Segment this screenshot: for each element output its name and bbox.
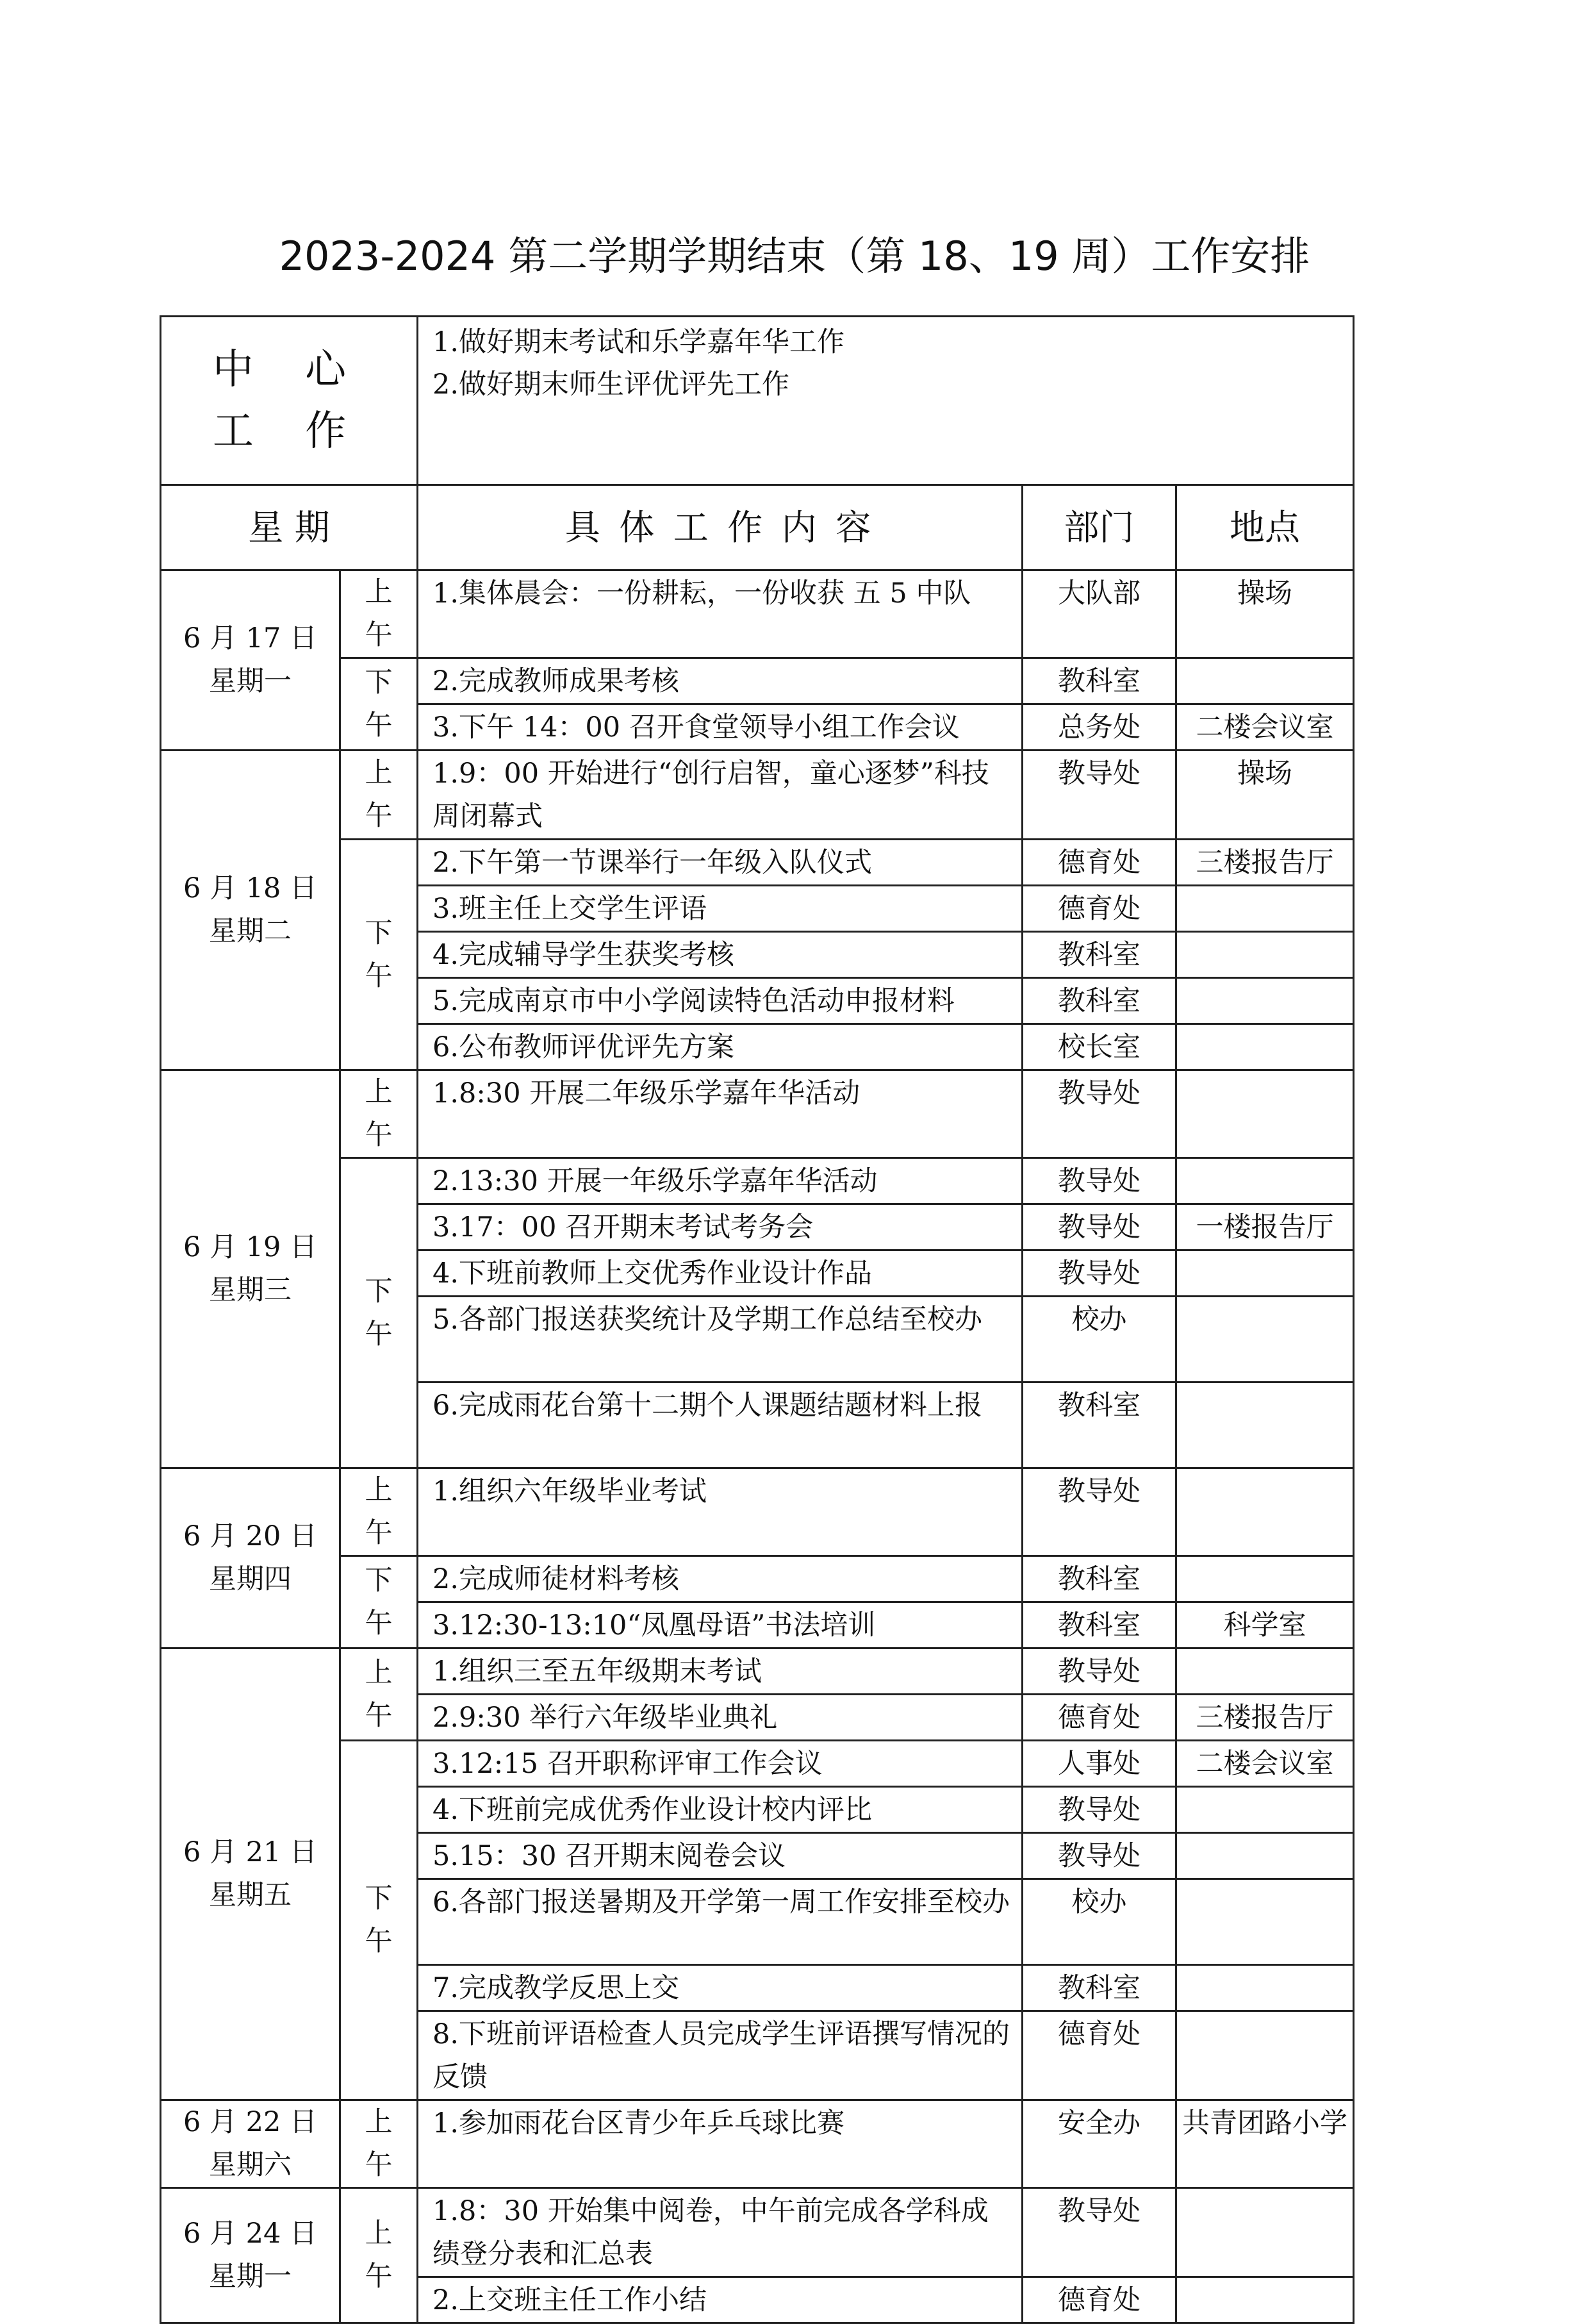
center-work-label: [161, 317, 418, 485]
table-row: [161, 751, 1354, 840]
session-cell: [340, 1556, 418, 1648]
task-place: [1176, 1250, 1354, 1297]
task-place: 一楼报告厅: [1176, 1204, 1354, 1250]
session-cell: [340, 658, 418, 751]
table-row: [161, 658, 1354, 704]
day-cell: [161, 570, 340, 751]
task-place: [1176, 1556, 1354, 1602]
day-cell: [161, 751, 340, 1070]
task-dept: 教导处: [1023, 1158, 1176, 1204]
header-place: 地点: [1176, 485, 1354, 570]
task-place: [1176, 932, 1354, 978]
task-place: [1176, 1070, 1354, 1158]
table-row: [161, 1556, 1354, 1602]
task-content: 2.13:30 开展一年级乐学嘉年华活动: [418, 1158, 1023, 1204]
task-content: 3.班主任上交学生评语: [418, 886, 1023, 932]
task-dept: 校办: [1023, 1879, 1176, 1965]
task-dept: 校长室: [1023, 1024, 1176, 1070]
task-place: [1176, 1297, 1354, 1382]
day-weekday: 星期一: [209, 2261, 292, 2293]
task-content: 6.各部门报送暑期及开学第一周工作安排至校办: [418, 1879, 1023, 1965]
task-dept: 大队部: [1023, 570, 1176, 658]
day-date: 6 月 17 日: [183, 622, 318, 654]
day-weekday: 星期二: [209, 915, 292, 947]
task-content: 3.17：00 召开期末考试考务会: [418, 1204, 1023, 1250]
table-row: [161, 1070, 1354, 1158]
task-place: [1176, 1648, 1354, 1695]
table-row: [161, 2100, 1354, 2188]
task-dept: 人事处: [1023, 1741, 1176, 1787]
task-place: [1176, 978, 1354, 1024]
day-cell: [161, 1468, 340, 1648]
task-dept: 校办: [1023, 1297, 1176, 1382]
day-date: 6 月 22 日: [183, 2106, 318, 2138]
day-cell: [161, 2100, 340, 2188]
task-dept: 教科室: [1023, 978, 1176, 1024]
task-content: 1.组织三至五年级期末考试: [418, 1648, 1023, 1695]
task-dept: 教导处: [1023, 1833, 1176, 1879]
task-dept: 德育处: [1023, 1695, 1176, 1741]
task-place: [1176, 2277, 1354, 2323]
session-cell: [340, 1648, 418, 1741]
day-date: 6 月 21 日: [183, 1836, 318, 1868]
day-cell: [161, 2188, 340, 2323]
center-work-label-line2: 工 作: [212, 408, 366, 455]
task-place: [1176, 658, 1354, 704]
session-label: 下午: [365, 666, 393, 742]
task-content: 7.完成教学反思上交: [418, 1965, 1023, 2011]
schedule-table: [160, 315, 1354, 2324]
task-content: 4.完成辅导学生获奖考核: [418, 932, 1023, 978]
table-row: [161, 570, 1354, 658]
task-content: 2.完成师徒材料考核: [418, 1556, 1023, 1602]
task-content: 2.完成教师成果考核: [418, 658, 1023, 704]
task-dept: 德育处: [1023, 2011, 1176, 2100]
table-row: [161, 840, 1354, 886]
table-row: [161, 1158, 1354, 1204]
task-content: 1.8：30 开始集中阅卷，中午前完成各学科成绩登分表和汇总表: [418, 2188, 1023, 2277]
task-content: 5.15：30 召开期末阅卷会议: [418, 1833, 1023, 1879]
center-work-row: [161, 317, 1354, 485]
header-dept: 部门: [1023, 485, 1176, 570]
session-cell: [340, 570, 418, 658]
task-content: 4.下班前教师上交优秀作业设计作品: [418, 1250, 1023, 1297]
day-weekday: 星期三: [209, 1274, 292, 1306]
session-label: 上午: [365, 2218, 393, 2293]
task-place: 二楼会议室: [1176, 1741, 1354, 1787]
day-weekday: 星期五: [209, 1879, 292, 1911]
session-label: 上午: [365, 1656, 393, 1732]
session-label: 下午: [365, 1882, 393, 1957]
task-dept: 教导处: [1023, 1468, 1176, 1556]
task-dept: 教导处: [1023, 2188, 1176, 2277]
task-place: [1176, 1382, 1354, 1468]
task-place: [1176, 1787, 1354, 1833]
center-work-items: [418, 317, 1354, 485]
task-content: 2.9:30 举行六年级毕业典礼: [418, 1695, 1023, 1741]
task-content: 6.公布教师评优评先方案: [418, 1024, 1023, 1070]
center-work-label-line1: 中 心: [212, 346, 366, 394]
task-dept: 教科室: [1023, 1602, 1176, 1648]
session-label: 上午: [365, 576, 393, 651]
task-content: 1.9：00 开始进行“创行启智，童心逐梦”科技周闭幕式: [418, 751, 1023, 840]
session-label: 上午: [365, 757, 393, 832]
task-dept: 教科室: [1023, 658, 1176, 704]
task-dept: 教导处: [1023, 1250, 1176, 1297]
header-weekday: 星 期: [161, 485, 418, 570]
task-dept: 教导处: [1023, 1648, 1176, 1695]
task-content: 3.12:15 召开职称评审工作会议: [418, 1741, 1023, 1787]
task-place: 二楼会议室: [1176, 704, 1354, 751]
task-dept: 教导处: [1023, 751, 1176, 840]
task-dept: 教科室: [1023, 932, 1176, 978]
task-dept: 总务处: [1023, 704, 1176, 751]
task-content: 1.集体晨会：一份耕耘，一份收获 五 5 中队: [418, 570, 1023, 658]
header-content: 具 体 工 作 内 容: [418, 485, 1023, 570]
task-place: [1176, 1833, 1354, 1879]
task-content: 2.下午第一节课举行一年级入队仪式: [418, 840, 1023, 886]
task-dept: 德育处: [1023, 840, 1176, 886]
session-cell: [340, 840, 418, 1070]
day-cell: [161, 1648, 340, 2100]
table-row: [161, 1648, 1354, 1695]
task-dept: 教科室: [1023, 1556, 1176, 1602]
day-weekday: 星期四: [209, 1563, 292, 1595]
task-dept: 教科室: [1023, 1965, 1176, 2011]
task-place: [1176, 1158, 1354, 1204]
task-dept: 德育处: [1023, 2277, 1176, 2323]
day-cell: [161, 1070, 340, 1468]
session-label: 下午: [365, 1564, 393, 1639]
session-label: 下午: [365, 917, 393, 992]
day-date: 6 月 24 日: [183, 2218, 318, 2250]
task-content: 3.下午 14：00 召开食堂领导小组工作会议: [418, 704, 1023, 751]
session-label: 上午: [365, 1076, 393, 1151]
day-date: 6 月 18 日: [183, 872, 318, 904]
task-place: 操场: [1176, 751, 1354, 840]
session-label: 下午: [365, 1275, 393, 1350]
task-place: 共青团路小学: [1176, 2100, 1354, 2188]
page-title: 2023-2024 第二学期学期结束（第 18、19 周）工作安排: [279, 233, 1310, 279]
task-content: 8.下班前评语检查人员完成学生评语撰写情况的反馈: [418, 2011, 1023, 2100]
session-cell: [340, 2188, 418, 2323]
task-content: 6.完成雨花台第十二期个人课题结题材料上报: [418, 1382, 1023, 1468]
task-place: [1176, 2188, 1354, 2277]
task-dept: 教导处: [1023, 1204, 1176, 1250]
task-place: 三楼报告厅: [1176, 1695, 1354, 1741]
task-content: 4.下班前完成优秀作业设计校内评比: [418, 1787, 1023, 1833]
task-content: 5.完成南京市中小学阅读特色活动申报材料: [418, 978, 1023, 1024]
task-place: [1176, 1024, 1354, 1070]
session-cell: [340, 1070, 418, 1158]
task-place: [1176, 1965, 1354, 2011]
task-dept: 安全办: [1023, 2100, 1176, 2188]
center-work-item: 2.做好期末师生评优评先工作: [432, 369, 790, 401]
table-row: [161, 2188, 1354, 2277]
day-weekday: 星期六: [209, 2149, 292, 2181]
task-place: 科学室: [1176, 1602, 1354, 1648]
session-label: 上午: [365, 2106, 393, 2181]
session-label: 上午: [365, 1474, 393, 1549]
task-place: [1176, 1468, 1354, 1556]
table-row: [161, 1468, 1354, 1556]
day-date: 6 月 19 日: [183, 1231, 318, 1263]
table-row: [161, 1741, 1354, 1787]
session-cell: [340, 1741, 418, 2100]
task-content: 1.参加雨花台区青少年乒乓球比赛: [418, 2100, 1023, 2188]
task-content: 2.上交班主任工作小结: [418, 2277, 1023, 2323]
task-dept: 德育处: [1023, 886, 1176, 932]
session-cell: [340, 2100, 418, 2188]
session-cell: [340, 751, 418, 840]
task-place: [1176, 2011, 1354, 2100]
session-cell: [340, 1468, 418, 1556]
center-work-item: 1.做好期末考试和乐学嘉年华工作: [432, 326, 845, 358]
task-dept: 教导处: [1023, 1787, 1176, 1833]
task-place: 操场: [1176, 570, 1354, 658]
day-weekday: 星期一: [209, 665, 292, 697]
task-place: [1176, 1879, 1354, 1965]
task-place: 三楼报告厅: [1176, 840, 1354, 886]
day-date: 6 月 20 日: [183, 1520, 318, 1552]
task-content: 5.各部门报送获奖统计及学期工作总结至校办: [418, 1297, 1023, 1382]
task-dept: 教导处: [1023, 1070, 1176, 1158]
session-cell: [340, 1158, 418, 1468]
header-row: [161, 485, 1354, 570]
task-content: 3.12:30-13:10“凤凰母语”书法培训: [418, 1602, 1023, 1648]
task-content: 1.8:30 开展二年级乐学嘉年华活动: [418, 1070, 1023, 1158]
task-dept: 教科室: [1023, 1382, 1176, 1468]
task-place: [1176, 886, 1354, 932]
task-content: 1.组织六年级毕业考试: [418, 1468, 1023, 1556]
